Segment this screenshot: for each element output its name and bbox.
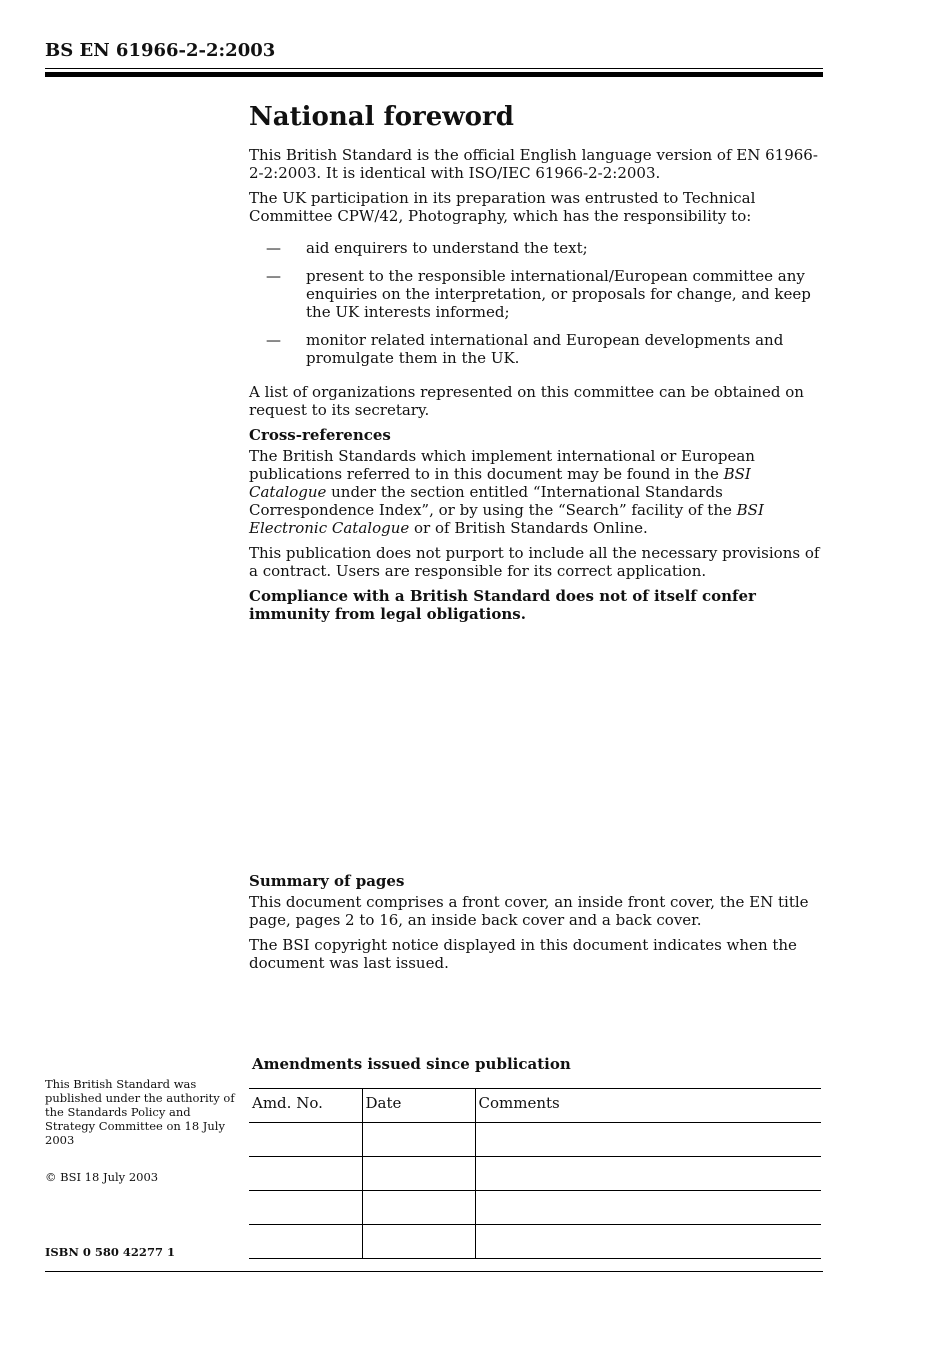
dash-marker: —	[266, 239, 281, 257]
table-cell	[362, 1123, 475, 1157]
table-row	[249, 1225, 821, 1259]
isbn: ISBN 0 580 42277 1	[45, 1245, 175, 1259]
table-cell	[362, 1191, 475, 1225]
copyright-notice: © BSI 18 July 2003	[45, 1170, 159, 1184]
header-rule-thin	[45, 68, 823, 69]
bsi-electronic-catalogue-ref: BSI Electronic Catalogue	[249, 501, 764, 537]
table-cell	[249, 1225, 362, 1259]
dash-marker: —	[266, 267, 281, 285]
column-header-amd-no: Amd. No.	[249, 1089, 362, 1123]
list-item	[249, 331, 827, 367]
table-cell	[475, 1225, 821, 1259]
foreword-section	[249, 100, 827, 630]
foreword-paragraph-2: The UK participation in its preparation was entrusted to Technical Committee CPW/42, Photography, which has the responsibility to:	[249, 189, 756, 225]
summary-section	[249, 872, 827, 979]
bsi-catalogue-ref: BSI Catalogue	[249, 465, 751, 501]
crossref-paragraph	[249, 447, 827, 537]
footer-rule	[45, 1271, 823, 1272]
compliance-notice: Compliance with a British Standard does not of itself confer immunity from legal obligations.	[249, 587, 756, 623]
table-cell	[475, 1191, 821, 1225]
amendments-table	[249, 1088, 821, 1259]
table-cell	[249, 1157, 362, 1191]
table-cell	[475, 1123, 821, 1157]
table-row	[249, 1191, 821, 1225]
table-row	[249, 1157, 821, 1191]
crossref-text-2: under the section entitled “International Standards Correspondence Index”, or by using the “Search” facility of the	[249, 483, 737, 519]
publication-note: This British Standard was published under the authority of the Standards Policy and Strategy Committee on 18 July 2003	[45, 1077, 235, 1147]
crossref-heading: Cross-references	[249, 426, 391, 444]
list-item-text: monitor related international and European developments and promulgate them in the UK.	[306, 331, 784, 367]
dash-marker: —	[266, 331, 281, 349]
header-rule-thick	[45, 72, 823, 77]
column-header-date: Date	[362, 1089, 475, 1123]
foreword-paragraph-3: A list of organizations represented on this committee can be obtained on request to its secretary.	[249, 383, 804, 419]
column-header-comments: Comments	[475, 1089, 821, 1123]
crossref-text-3: or of British Standards Online.	[409, 519, 648, 537]
table-row	[249, 1123, 821, 1157]
summary-heading: Summary of pages	[249, 872, 405, 890]
list-item-text: present to the responsible international/European committee any enquiries on the interpretation, or proposals for change, and keep the UK interests informed;	[306, 267, 811, 321]
table-cell	[362, 1157, 475, 1191]
foreword-paragraph-1: This British Standard is the official English language version of EN 61966-2-2:2003. It is identical with ISO/IEC 61966-2-2:2003.	[249, 146, 818, 182]
list-item-text: aid enquirers to understand the text;	[306, 239, 588, 257]
table-cell	[249, 1191, 362, 1225]
page-title: National foreword	[249, 102, 514, 132]
table-cell	[362, 1225, 475, 1259]
responsibility-list	[249, 239, 827, 367]
amendments-title: Amendments issued since publication	[252, 1055, 571, 1073]
foreword-paragraph-4: This publication does not purport to include all the necessary provisions of a contract. Users are responsible for its correct application.	[249, 544, 820, 580]
summary-paragraph-2: The BSI copyright notice displayed in this document indicates when the document was last issued.	[249, 936, 797, 972]
document-id: BS EN 61966-2-2:2003	[45, 40, 276, 61]
table-header-row	[249, 1089, 821, 1123]
table-cell	[249, 1123, 362, 1157]
summary-paragraph-1: This document comprises a front cover, an inside front cover, the EN title page, pages 2 to 16, an inside back cover and a back cover.	[249, 893, 809, 929]
list-item	[249, 267, 827, 321]
list-item	[249, 239, 827, 257]
table-cell	[475, 1157, 821, 1191]
crossref-text-1: The British Standards which implement international or European publications referred to in this document may be found in the	[249, 447, 755, 483]
